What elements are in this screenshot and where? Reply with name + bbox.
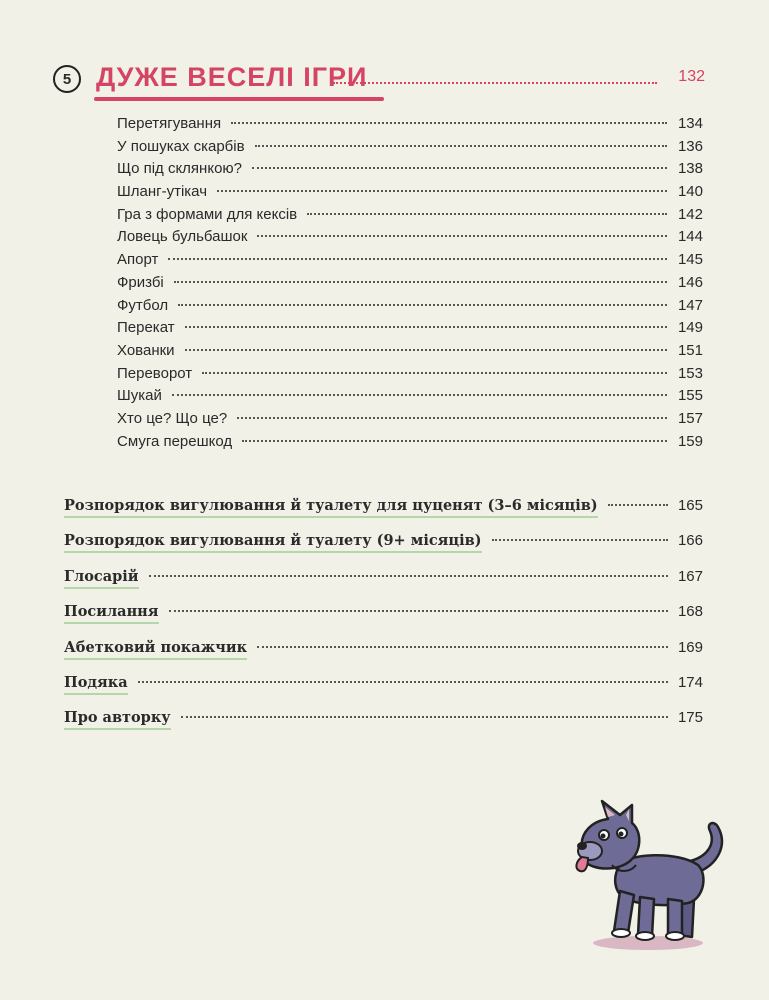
chapter-heading[interactable] bbox=[53, 62, 705, 102]
toc-subentry-label: Переворот bbox=[117, 364, 193, 382]
toc-subentry[interactable] bbox=[117, 138, 703, 161]
toc-subentry-page: 153 bbox=[677, 364, 703, 382]
toc-section-page: 166 bbox=[677, 532, 703, 550]
toc-subentry-page: 147 bbox=[677, 296, 703, 314]
chapter-title-underline bbox=[94, 97, 384, 101]
toc-subentry-page: 136 bbox=[677, 137, 703, 155]
dog-icon bbox=[568, 795, 738, 955]
toc-subentry-page: 134 bbox=[677, 115, 703, 132]
toc-section[interactable] bbox=[64, 709, 703, 744]
chapter-leader-dots bbox=[333, 82, 657, 84]
toc-subentry[interactable] bbox=[117, 183, 703, 206]
toc-subentry-page: 142 bbox=[677, 205, 703, 223]
toc-section-page: 167 bbox=[677, 567, 703, 585]
toc-section-label: Про авторку bbox=[64, 709, 171, 730]
back-matter-sections bbox=[64, 497, 703, 745]
leader-dots bbox=[257, 646, 668, 648]
toc-section-label: Абетковий покажчик bbox=[64, 639, 247, 660]
leader-dots bbox=[178, 304, 667, 306]
toc-subentry-page: 146 bbox=[677, 273, 703, 291]
toc-subentry-label: Що під склянкою? bbox=[117, 160, 243, 178]
toc-subentry-page: 155 bbox=[677, 387, 703, 405]
toc-section-label: Глосарій bbox=[64, 568, 139, 589]
toc-section[interactable] bbox=[64, 497, 703, 532]
leader-dots bbox=[169, 610, 668, 612]
leader-dots bbox=[608, 504, 668, 506]
toc-section-page: 165 bbox=[677, 497, 703, 514]
toc-subentry-page: 140 bbox=[677, 183, 703, 201]
toc-section-page: 168 bbox=[677, 603, 703, 621]
chapter-number-badge: 5 bbox=[53, 65, 81, 93]
toc-subentry[interactable] bbox=[117, 342, 703, 365]
toc-section-label: Розпорядок вигулювання й туалету (9+ місяців) bbox=[64, 532, 482, 553]
leader-dots bbox=[257, 235, 667, 237]
toc-subentry-label: Гра з формами для кексів bbox=[117, 205, 298, 223]
toc-section-label: Розпорядок вигулювання й туалету для цуценят (3–6 місяців) bbox=[64, 497, 598, 518]
leader-dots bbox=[149, 575, 668, 577]
toc-section-page: 169 bbox=[677, 638, 703, 656]
toc-subentry-label: Шланг-утікач bbox=[117, 183, 208, 201]
toc-subentry[interactable] bbox=[117, 365, 703, 388]
toc-subentry-label: Фризбі bbox=[117, 273, 164, 291]
toc-section[interactable] bbox=[64, 603, 703, 638]
leader-dots bbox=[255, 145, 667, 147]
toc-section-page: 175 bbox=[677, 709, 703, 727]
toc-subentry-label: Смуга перешкод bbox=[117, 432, 233, 450]
toc-subentry[interactable] bbox=[117, 115, 703, 138]
toc-subentry[interactable] bbox=[117, 251, 703, 274]
toc-subentry-label: Футбол bbox=[117, 296, 169, 314]
leader-dots bbox=[181, 716, 668, 718]
toc-section-label: Посилання bbox=[64, 603, 159, 624]
toc-subentry-page: 138 bbox=[677, 160, 703, 178]
toc-subentry-page: 159 bbox=[677, 432, 703, 450]
toc-subentry-label: Шукай bbox=[117, 387, 162, 405]
leader-dots bbox=[492, 539, 668, 541]
leader-dots bbox=[172, 394, 667, 396]
toc-subentry[interactable] bbox=[117, 274, 703, 297]
toc-subentry[interactable] bbox=[117, 228, 703, 251]
leader-dots bbox=[307, 213, 667, 215]
toc-subentry[interactable] bbox=[117, 206, 703, 229]
toc-subentry[interactable] bbox=[117, 433, 703, 456]
leader-dots bbox=[237, 417, 667, 419]
toc-section-page: 174 bbox=[677, 673, 703, 691]
leader-dots bbox=[252, 167, 667, 169]
toc-subentry-label: У пошуках скарбів bbox=[117, 137, 245, 155]
toc-subentry[interactable] bbox=[117, 319, 703, 342]
toc-subentry-page: 157 bbox=[677, 409, 703, 427]
toc-subentry-label: Перекат bbox=[117, 319, 175, 337]
leader-dots bbox=[242, 440, 667, 442]
toc-section[interactable] bbox=[64, 532, 703, 567]
chapter-subentries bbox=[117, 115, 703, 455]
toc-section[interactable] bbox=[64, 674, 703, 709]
toc-subentry-page: 144 bbox=[677, 228, 703, 246]
leader-dots bbox=[231, 122, 667, 124]
toc-subentry-page: 151 bbox=[677, 341, 703, 359]
toc-subentry[interactable] bbox=[117, 297, 703, 320]
toc-subentry-page: 145 bbox=[677, 251, 703, 269]
leader-dots bbox=[185, 349, 667, 351]
toc-subentry[interactable] bbox=[117, 410, 703, 433]
leader-dots bbox=[168, 258, 667, 260]
toc-section[interactable] bbox=[64, 568, 703, 603]
toc-subentry-label: Хто це? Що це? bbox=[117, 409, 228, 427]
toc-subentry-page: 149 bbox=[677, 319, 703, 337]
toc-subentry[interactable] bbox=[117, 160, 703, 183]
toc-subentry-label: Ловець бульбашок bbox=[117, 228, 248, 246]
toc-subentry-label: Апорт bbox=[117, 251, 159, 269]
toc-section[interactable] bbox=[64, 639, 703, 674]
leader-dots bbox=[202, 372, 667, 374]
toc-subentry-label: Хованки bbox=[117, 341, 175, 359]
chapter-title[interactable]: ДУЖЕ ВЕСЕЛІ ІГРИ bbox=[96, 62, 368, 92]
toc-subentry-label: Перетягування bbox=[117, 115, 222, 132]
leader-dots bbox=[174, 281, 667, 283]
toc-subentry[interactable] bbox=[117, 387, 703, 410]
chapter-page-number: 132 bbox=[678, 68, 705, 85]
leader-dots bbox=[217, 190, 667, 192]
leader-dots bbox=[138, 681, 668, 683]
leader-dots bbox=[185, 326, 667, 328]
toc-section-label: Подяка bbox=[64, 674, 128, 695]
